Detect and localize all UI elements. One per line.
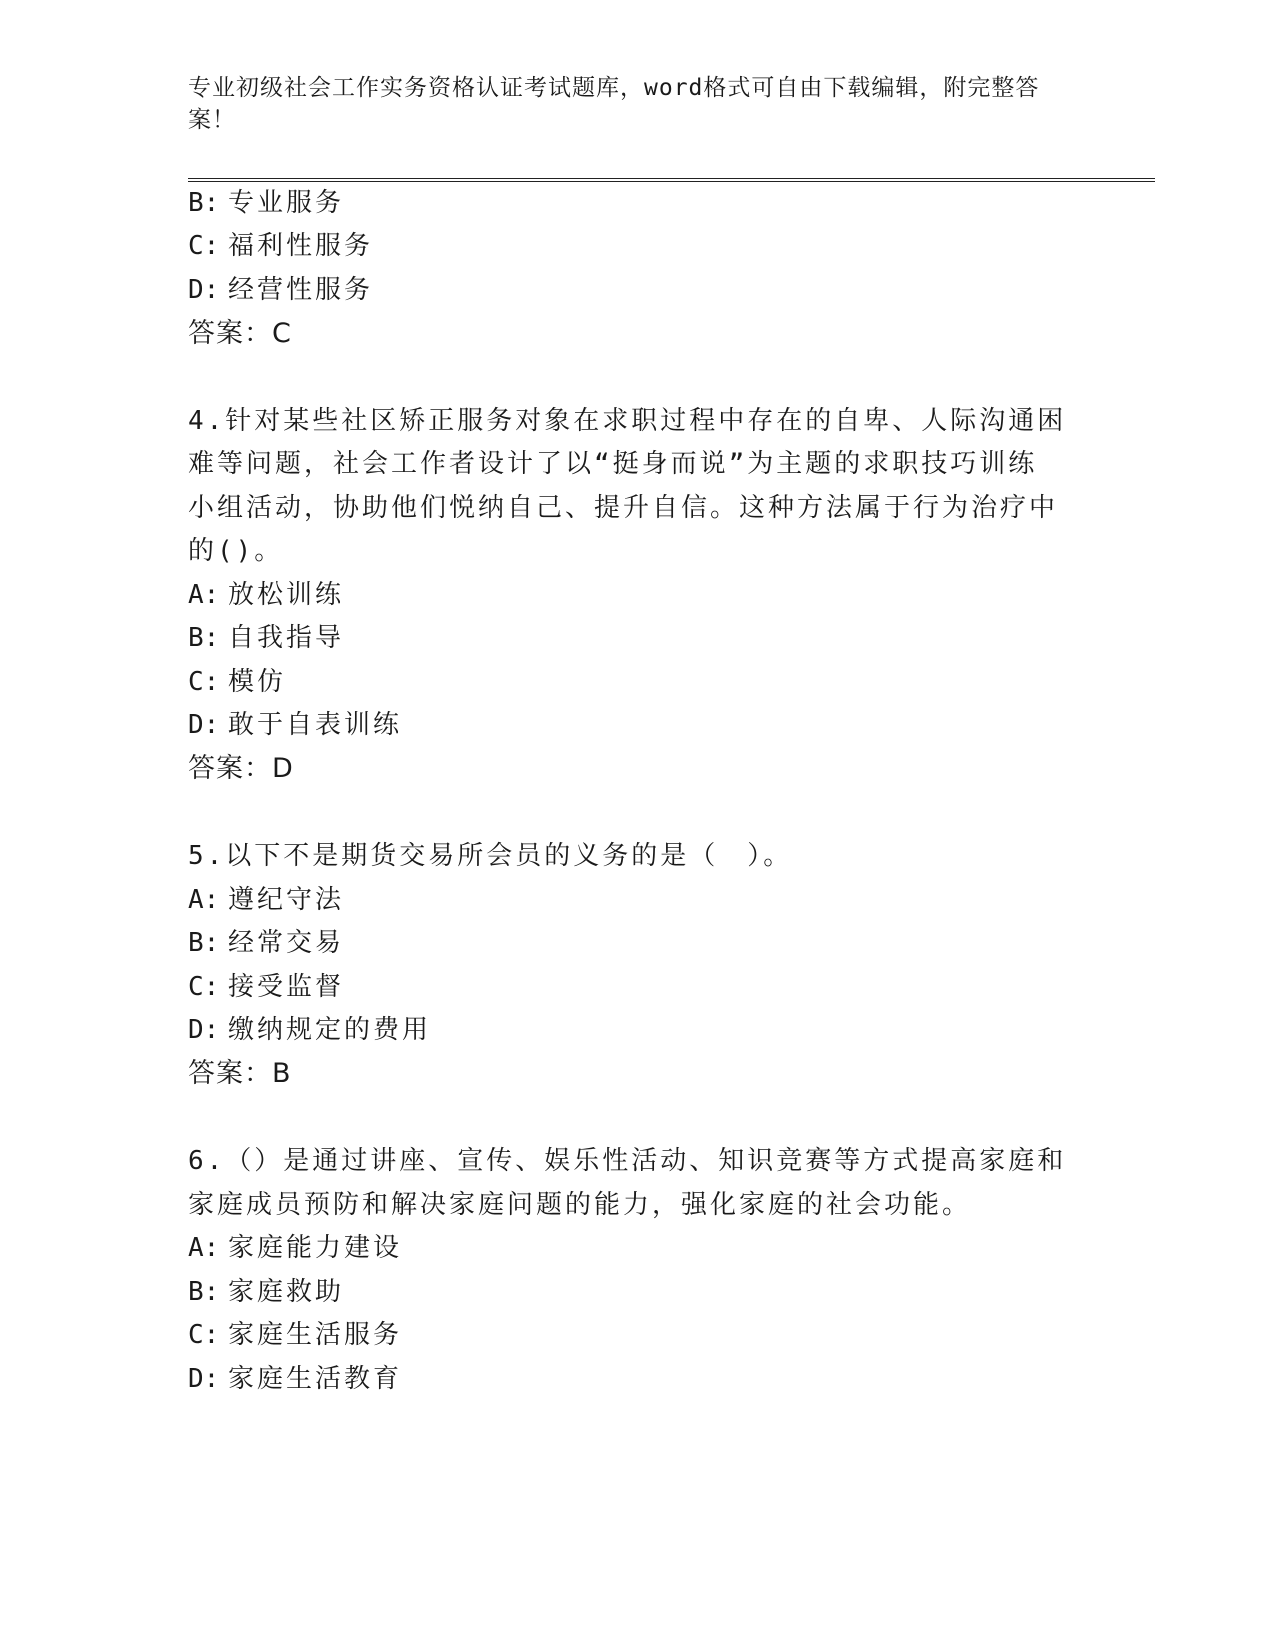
q3-option-b: B: 专业服务 xyxy=(188,188,345,218)
q4-stem-line-1: 4.针对某些社区矫正服务对象在求职过程中存在的自卑、人际沟通困 xyxy=(188,406,1067,436)
q4-option-b: B: 自我指导 xyxy=(188,623,345,653)
header-line-2: 案！ xyxy=(188,107,236,133)
q4-option-c: C: 模仿 xyxy=(188,667,287,697)
q6-option-d: D: 家庭生活教育 xyxy=(188,1364,403,1394)
q4-option-d: D: 敢于自表训练 xyxy=(188,710,403,740)
header-line-1: 专业初级社会工作实务资格认证考试题库，word格式可自由下载编辑，附完整答 xyxy=(188,75,1040,101)
q5-option-a: A: 遵纪守法 xyxy=(188,885,345,915)
q6-option-b: B: 家庭救助 xyxy=(188,1277,345,1307)
q5-option-c: C: 接受监督 xyxy=(188,972,345,1002)
q6-option-c: C: 家庭生活服务 xyxy=(188,1320,403,1350)
q4-stem-line-2: 难等问题，社会工作者设计了以“挺身而说”为主题的求职技巧训练 xyxy=(188,449,1038,479)
q6-stem-line-1: 6.（）是通过讲座、宣传、娱乐性活动、知识竞赛等方式提高家庭和 xyxy=(188,1146,1067,1176)
q4-stem-line-4: 的()。 xyxy=(188,536,284,566)
q4-option-a: A: 放松训练 xyxy=(188,580,345,610)
q5-stem-line-1: 5.以下不是期货交易所会员的义务的是（ ）。 xyxy=(188,841,793,871)
q3-option-d: D: 经营性服务 xyxy=(188,275,374,305)
q3-answer: 答案：C xyxy=(188,318,292,349)
q6-stem-line-2: 家庭成员预防和解决家庭问题的能力，强化家庭的社会功能。 xyxy=(188,1190,972,1220)
q6-option-a: A: 家庭能力建设 xyxy=(188,1233,403,1263)
document-header xyxy=(188,72,1088,136)
q3-option-c: C: 福利性服务 xyxy=(188,231,374,261)
q5-answer: 答案：B xyxy=(188,1058,292,1089)
q5-option-b: B: 经常交易 xyxy=(188,928,345,958)
q4-stem-line-3: 小组活动，协助他们悦纳自己、提升自信。这种方法属于行为治疗中 xyxy=(188,493,1059,523)
q4-answer: 答案：D xyxy=(188,753,294,784)
q5-option-d: D: 缴纳规定的费用 xyxy=(188,1015,432,1045)
